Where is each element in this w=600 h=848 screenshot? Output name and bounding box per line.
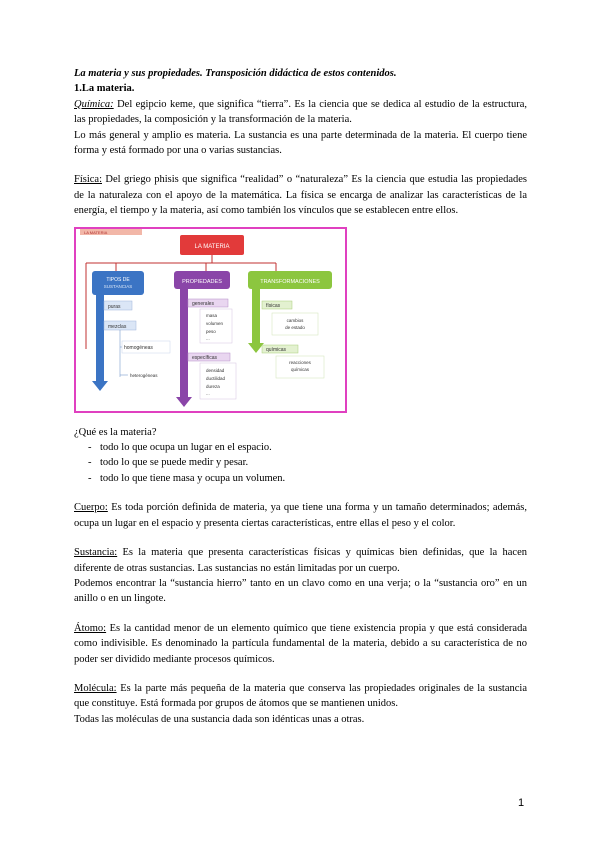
esp-item-densidad: densidad xyxy=(206,367,225,373)
svg-text:... xyxy=(206,391,210,396)
document-title: La materia y sus propiedades. Transposición didáctica de estos contenidos. xyxy=(74,68,397,79)
quimica-text: Del egipcio keme, que significa “tierra”. Es la ciencia que se dedica al estudio de la estructura, las propiedades, la composición y la transformación de la materia. xyxy=(74,98,527,126)
section-heading: 1.La materia. xyxy=(74,83,135,95)
question-heading: ¿Qué es la materia? xyxy=(74,426,157,438)
puras-label: puras xyxy=(108,303,121,310)
paragraph-materia-general: Lo más general y amplio es materia. La sustancia es una parte determinada de la materia. El cuerpo tiene forma y está formado por una o varias sustancias. xyxy=(74,129,527,157)
paragraph-molecula-identicas: Todas las moléculas de una sustancia dada son idénticas unas a otras. xyxy=(74,713,365,725)
reacciones-line2: químicas xyxy=(290,366,310,372)
list-item: - todo lo que tiene masa y ocupa un volumen. xyxy=(74,471,527,486)
especificas-label: específicas xyxy=(192,354,218,361)
list-item: - todo lo que ocupa un lugar en el espacio. xyxy=(74,440,527,455)
svg-text:ductilidad xyxy=(206,376,226,381)
generales-label: generales xyxy=(192,300,214,307)
svg-text:dureza xyxy=(206,384,220,389)
paragraph-quimica xyxy=(74,97,527,128)
definition-list xyxy=(74,440,527,486)
svg-text:... xyxy=(206,336,210,341)
term-molecula: Molécula: xyxy=(74,682,117,694)
document-body xyxy=(74,66,527,727)
svg-text:peso xyxy=(206,329,216,334)
types-head-box xyxy=(92,271,144,295)
types-head-line1: TIPOS DE xyxy=(106,276,130,283)
esp-item-ductilidad: ductilidad xyxy=(206,375,226,381)
term-sustancia: Sustancia: xyxy=(74,547,118,559)
term-cuerpo: Cuerpo: xyxy=(74,502,108,514)
mezclas-label: mezclas xyxy=(108,323,127,330)
paragraph-molecula xyxy=(74,681,527,712)
molecula-text: Es la parte más pequeña de la materia que conserva las propiedades originales de la sustancia que constituye. Está formada por grupos de átomos que se mantienen unidos. xyxy=(74,682,527,710)
svg-text:volumen xyxy=(206,321,224,326)
paragraph-cuerpo xyxy=(74,500,527,531)
atomo-text: Es la cantidad menor de un elemento químico que tiene existencia propia y que está considerada como indivisible. Es denominado la partícula fundamental de la materia, debido a su característica de no poder ser dividido mediante procesos químicos. xyxy=(74,622,527,665)
corner-label: LA MATERIA xyxy=(84,229,108,235)
homogeneas-label: homogéneas xyxy=(124,344,153,351)
sustancia-text: Es la materia que presenta características físicas y químicas bien definidas, que la hacen diferente de otras sustancias. Las sustancias no están limitadas por un cuerpo. xyxy=(74,547,527,574)
concept-map-svg xyxy=(76,229,346,412)
root-label: LA MATERIA xyxy=(194,243,230,250)
fisicas-list xyxy=(272,313,318,335)
cambios-line2: de estado xyxy=(285,324,305,330)
paragraph-sustancia xyxy=(74,545,527,576)
transformations-arrow xyxy=(248,289,264,353)
reacciones-line1: reacciones xyxy=(289,359,311,365)
paragraph-fisica xyxy=(74,172,527,218)
term-fisica: Física: xyxy=(74,174,102,186)
esp-item-dureza: dureza xyxy=(206,383,220,389)
fisica-text: Del griego phisis que significa “realidad” o “naturaleza” Es la ciencia que estudia las propiedades de la naturaleza con el apoyo de la matemática. La física se encarga de analizar las características de la energía, el tiempo y la materia, así como también los vínculos que se establecen entre ellos. xyxy=(74,174,527,217)
svg-text:masa xyxy=(206,313,218,318)
esp-item-etc: ... xyxy=(206,390,210,396)
types-head-line2: SUSTANCIAS xyxy=(103,283,133,289)
heterogeneas-label: heterogéneas xyxy=(130,372,158,378)
paragraph-sustancia-ejemplo: Podemos encontrar la “sustancia hierro” tanto en un clavo como en una verja; o la “sustancia oro” en un anillo o en un lingote. xyxy=(74,577,527,605)
fisicas-label: físicas xyxy=(266,302,281,309)
page-number: 1 xyxy=(518,797,525,809)
properties-head: PROPIEDADES xyxy=(182,278,222,285)
cambios-line1: cambios xyxy=(286,317,304,323)
cuerpo-text: Es toda porción definida de materia, ya que tiene una forma y un tamaño determinados; además, ocupa un lugar en el espacio y presenta ciertas características, entre ellas el peso y el color. xyxy=(74,502,527,529)
term-atomo: Átomo: xyxy=(74,622,107,634)
list-item: - todo lo que se puede medir y pesar. xyxy=(74,455,527,470)
term-quimica: Química: xyxy=(74,98,114,110)
paragraph-atomo xyxy=(74,621,527,667)
gen-item-volumen: volumen xyxy=(206,320,224,326)
gen-item-peso: peso xyxy=(206,328,216,334)
svg-text:densidad xyxy=(206,368,225,373)
concept-map-diagram xyxy=(74,227,347,413)
quimicas-label: químicas xyxy=(266,346,287,353)
gen-item-etc: ... xyxy=(206,335,210,341)
gen-item-masa: masa xyxy=(206,312,218,318)
transformations-head: TRANSFORMACIONES xyxy=(260,278,320,285)
